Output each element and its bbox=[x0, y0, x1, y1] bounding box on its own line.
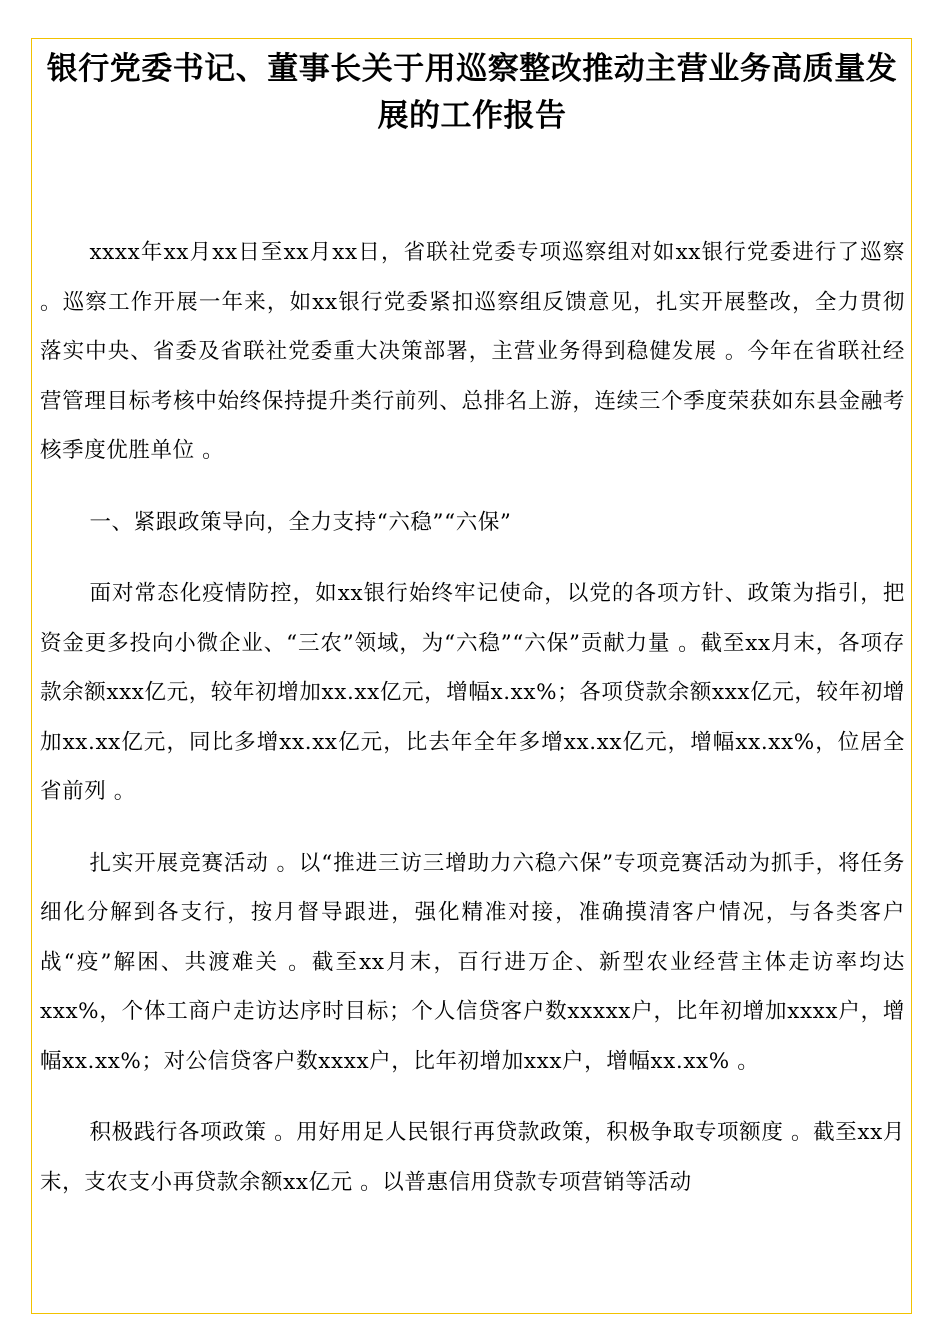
body-paragraph: 面对常态化疫情防控，如xx银行始终牢记使命，以党的各项方针、政策为指引，把资金更多投向小微企业、“三农”领域，为“六稳”“六保”贡献力量 。截至xx月末，各项存款余额xxx亿元，较年初增加xx.xx亿元，增幅x.xx%；各项贷款余额xxx亿元，较年初增加xx.xx亿元，同比多增xx.xx亿元，比去年全年多增xx.xx亿元，增幅xx.xx%，位居全省前列 。 bbox=[40, 581, 905, 804]
intro-paragraph: xxxx年xx月xx日至xx月xx日，省联社党委专项巡察组对如xx银行党委进行了巡察 。巡察工作开展一年来，如xx银行党委紧扣巡察组反馈意见，扎实开展整改，全力贯彻落实中央、省委及省联社党委重大决策部署，主营业务得到稳健发展 。今年在省联社经营管理目标考核中始终保持提升类行前列、总排名上游，连续三个季度荣获如东县金融考核季度优胜单位 。 bbox=[40, 240, 905, 463]
document-body bbox=[40, 228, 905, 1229]
document-title: 银行党委书记、董事长关于用巡察整改推动主营业务高质量发展的工作报告 bbox=[46, 51, 898, 134]
body-paragraph: 扎实开展竞赛活动 。以“推进三访三增助力六稳六保”专项竞赛活动为抓手，将任务细化分解到各支行，按月督导跟进，强化精准对接，准确摸清客户情况，与各类客户战“疫”解困、共渡难关 。截至xx月末，百行进万企、新型农业经营主体走访率均达xxx%，个体工商户走访达序时目标；个人信贷客户数xxxxx户，比年初增加xxxx户，增幅xx.xx%；对公信贷客户数xxxx户，比年初增加xxx户，增幅xx.xx% 。 bbox=[40, 850, 905, 1074]
body-paragraph: 积极践行各项政策 。用好用足人民银行再贷款政策，积极争取专项额度 。截至xx月末，支农支小再贷款余额xx亿元 。以普惠信用贷款专项营销等活动 bbox=[40, 1120, 905, 1195]
section-heading-1: 一、紧跟政策导向，全力支持“六稳”“六保” bbox=[89, 509, 512, 535]
